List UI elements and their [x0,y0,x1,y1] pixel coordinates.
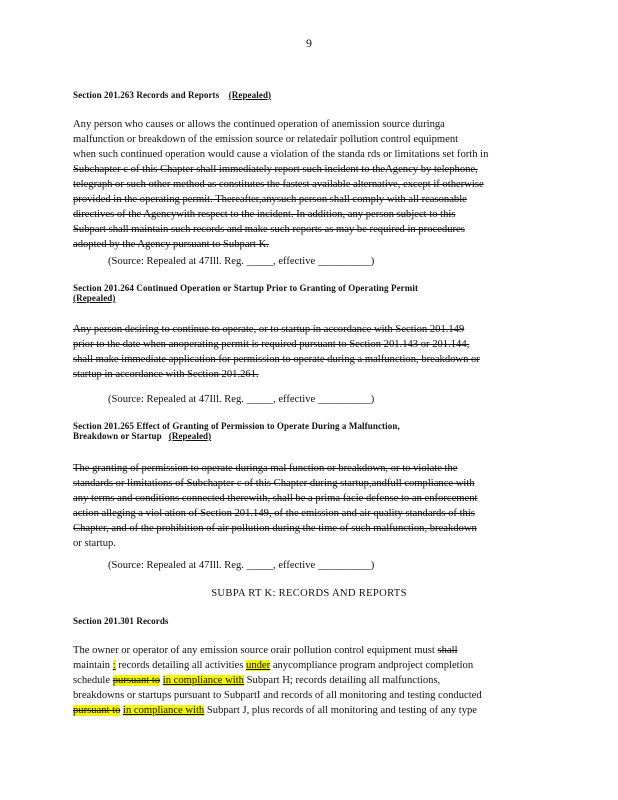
section-201-264-heading [73,283,533,303]
body-line-struck: standards or limitations of Subchapter c of this Chapter during startup,andfull compliance with [73,478,475,489]
repealed-tag: (Repealed) [168,431,212,441]
section-201-301-heading [73,616,533,626]
body-line-struck: Chapter, and of the prohibition of air pollution during the time of such malfunction, breakdown [73,523,477,534]
text-run: schedule [73,675,111,686]
body-line [73,658,545,673]
text-run: maintain [73,660,111,671]
source-note: (Source: Repealed at 47Ill. Reg. _____, effective __________) [108,560,375,571]
text-run: The owner or operator of any emission source orair pollution control equipment must [73,645,435,656]
section-heading-text: Section 201.265 Effect of Granting of Permission to Operate During a Malfunction, [73,421,400,431]
section-heading-text: Breakdown or Startup [73,431,162,441]
body-line-struck: startup in accordance with Section 201.261. [73,369,259,380]
body-line: breakdowns or startups pursuant to SubpartI and records of all monitoring and testing conducted [73,690,482,701]
section-201-301-body [73,643,545,718]
body-line-struck: Any person desiring to continue to operate, or to startup in accordance with Section 201.149 [73,324,465,335]
deleted-highlight: pursuant to [112,675,161,686]
text-run: Subpart J, plus records of all monitoring and testing of any type [206,705,477,716]
body-line-struck: telegraph or such other method as constitutes the fastest available alternative, except if otherwise [73,179,484,190]
deleted-highlight: pursuant to [73,705,121,716]
body-line-struck: Subchapter c of this Chapter shall immediately report such incident to theAgency by telephone, [73,164,478,175]
body-line-struck: directives of the Agencywith respect to the incident. In addition, any person subject to this [73,209,456,220]
body-line-struck: any terms and conditions connected therewith, shall be a prima facie defense to an enforcement [73,493,478,504]
body-line: malfunction or breakdown of the emission source or relatedair pollution control equipment [73,134,459,145]
text-run: Subpart H; records detailing all malfunctions, [246,675,441,686]
body-line-struck: prior to the date when anoperating permit is required pursuant to Section 201.143 or 201.144, [73,339,470,350]
text-run: anycompliance program andproject completion [272,660,474,671]
page-number: 9 [306,36,312,50]
section-heading-text: Section 201.301 Records [73,616,169,626]
section-201-265-body [73,461,545,551]
body-line: when such continued operation would cause a violation of the standa rds or limitations set forth in [73,149,489,160]
section-201-265-heading [73,421,533,441]
section-heading-text: Section 201.264 Continued Operation or Startup Prior to Granting of Operating Permit [73,283,419,293]
inserted-highlight: under [246,660,271,671]
source-note: (Source: Repealed at 47Ill. Reg. _____, effective __________) [108,394,375,405]
body-line-struck: shall make immediate application for permission to operate during a malfunction, breakdown or [73,354,480,365]
body-line-struck: action alleging a viol ation of Section 201.149, of the emission and air quality standards of this [73,508,475,519]
section-201-263-body [73,117,545,252]
body-line [73,643,545,658]
subpart-title: SUBPA RT K: RECORDS AND REPORTS [211,588,407,599]
repealed-tag: (Repealed) [228,90,272,100]
inserted-highlight: in compliance with [162,675,244,686]
deleted-text: shall [437,645,458,656]
section-201-263-heading [73,90,533,100]
body-line-struck: provided in the operating permit. Thereafter,anysuch person shall comply with all reasonable [73,194,467,205]
body-line [73,673,545,688]
body-line-struck: The granting of permission to operate duringa mal function or breakdown, or to violate the [73,463,458,474]
text-run: records detailing all activities [118,660,244,671]
section-201-264-body [73,322,545,382]
inserted-highlight: : [112,660,116,671]
inserted-highlight: in compliance with [123,705,205,716]
body-line: Any person who causes or allows the continued operation of anemission source duringa [73,119,445,130]
body-line-struck: adopted by the Agency pursuant to Subpart K. [73,239,269,250]
body-line [73,703,545,718]
repealed-tag: (Repealed) [73,293,116,303]
body-line-struck: Subpart shall maintain such records and make such reports as may be required in procedures [73,224,465,235]
section-heading-text: Section 201.263 Records and Reports [73,90,220,100]
body-line: or startup. [73,538,116,549]
source-note: (Source: Repealed at 47Ill. Reg. _____, effective __________) [108,256,375,267]
